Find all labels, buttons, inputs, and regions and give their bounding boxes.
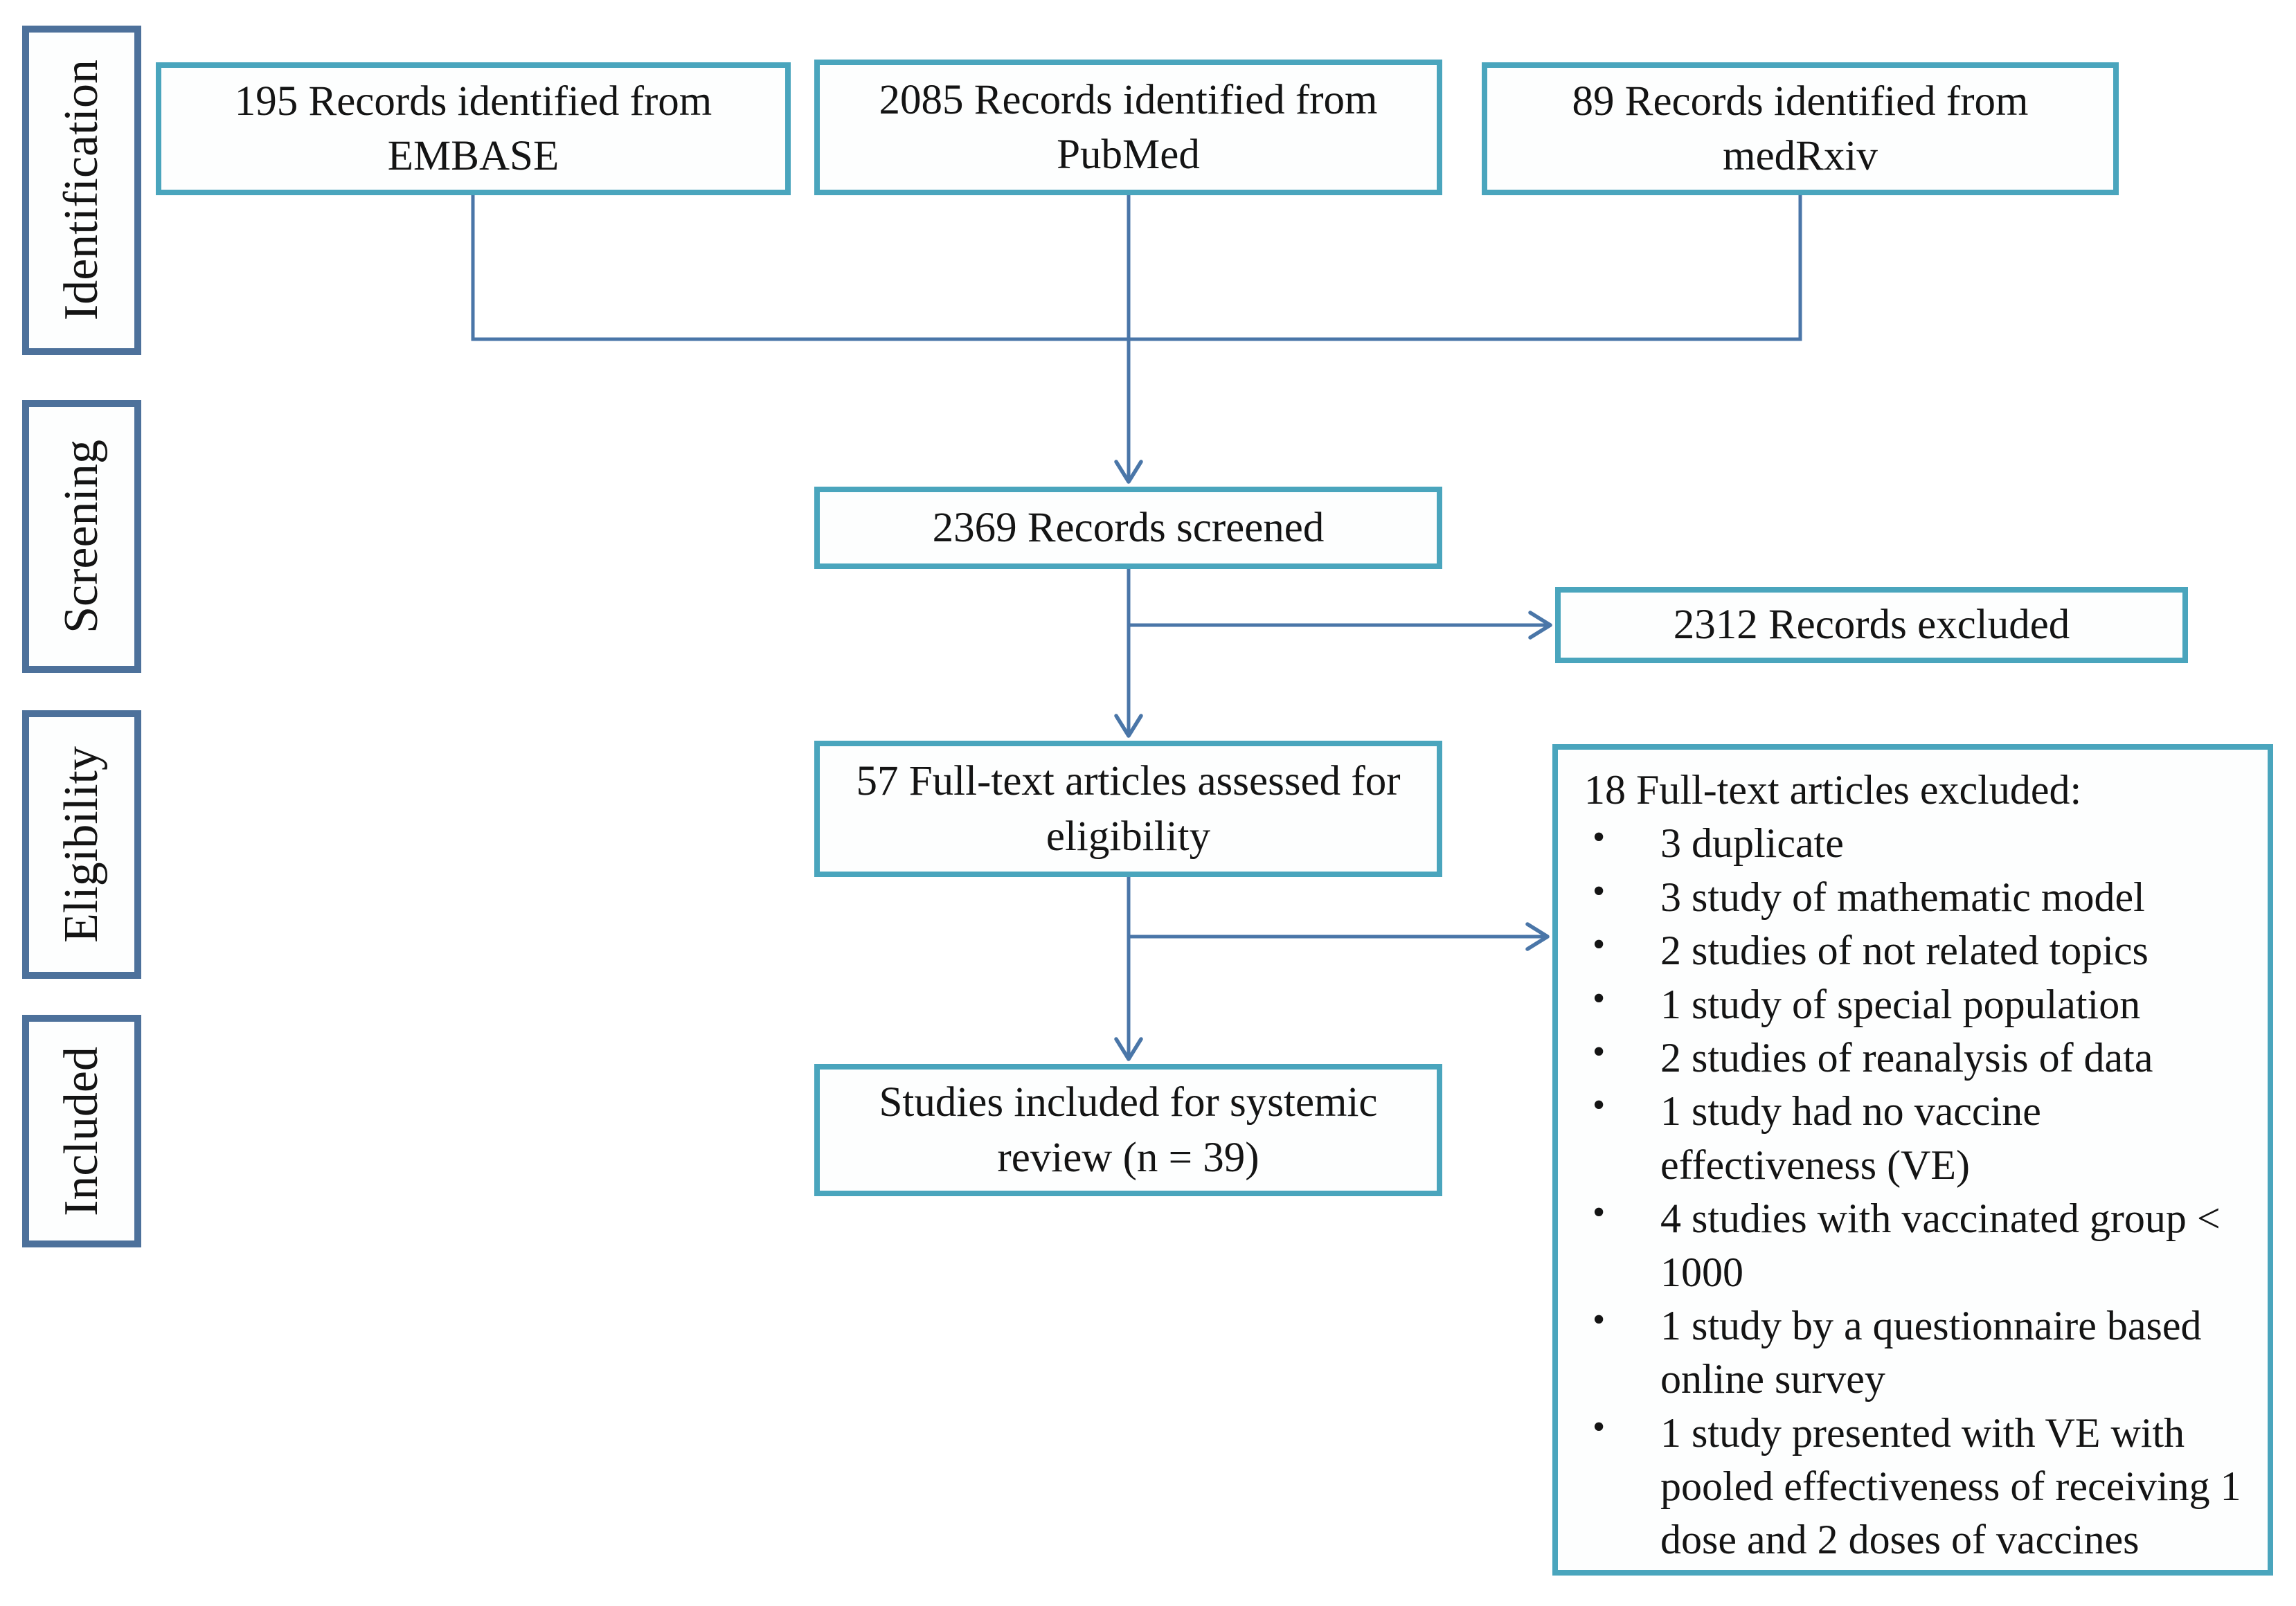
stage-label-identification-text: Identification [55,60,108,321]
exclusion-item-text: 2 studies of not related topics [1660,928,2149,974]
stage-label-eligibility [22,710,141,979]
exclusion-item [1558,817,2251,870]
stage-label-eligibility-text: Eligibility [55,746,108,943]
bullet-icon: • [1593,1193,1606,1233]
box-included-studies [814,1064,1442,1196]
fulltext-excluded-title: 18 Full-text articles excluded: [1584,767,2082,813]
box-fulltext-excluded [1552,744,2273,1576]
bullet-icon: • [1593,818,1606,858]
exclusion-item-text: 3 study of mathematic model [1660,874,2145,920]
exclusion-item [1558,1299,2251,1407]
box-records-screened-text: 2369 Records screened [932,504,1325,551]
box-records-pubmed-text: 2085 Records identified from PubMed [879,76,1378,178]
bullet-icon: • [1593,978,1606,1018]
exclusion-item [1558,1085,2251,1192]
box-records-embase [156,62,791,195]
stage-label-screening [22,400,141,673]
box-fulltext-assessed [814,741,1442,877]
exclusion-item [1558,978,2251,1031]
exclusion-item-text: 1 study by a questionnaire based online survey [1660,1302,2202,1402]
exclusion-item [1558,871,2251,924]
box-fulltext-assessed-text: 57 Full-text articles assessed for eligibility [856,758,1401,860]
bullet-icon: • [1593,925,1606,965]
fulltext-excluded-list [1558,817,2251,1567]
stage-label-included [22,1015,141,1247]
exclusion-item [1558,1031,2251,1085]
box-records-embase-text: 195 Records identified from EMBASE [234,78,712,179]
box-records-medrxiv [1482,62,2119,195]
bullet-icon: • [1593,1031,1606,1072]
box-records-excluded-text: 2312 Records excluded [1673,602,2070,649]
exclusion-item-text: 4 studies with vaccinated group < 1000 [1660,1196,2221,1295]
box-included-studies-text: Studies included for systemic review (n = 39) [879,1079,1378,1181]
exclusion-item-text: 1 study had no vaccine effectiveness (VE) [1660,1088,2041,1188]
stage-label-included-text: Included [55,1046,108,1216]
box-records-pubmed [814,60,1442,195]
box-records-screened [814,487,1442,569]
box-records-excluded [1555,587,2188,663]
exclusion-item [1558,1192,2251,1299]
bullet-icon: • [1593,871,1606,911]
exclusion-item-text: 2 studies of reanalysis of data [1660,1034,2153,1081]
stage-label-screening-text: Screening [55,440,108,633]
exclusion-item [1558,924,2251,977]
bullet-icon: • [1593,1407,1606,1447]
exclusion-item-text: 1 study presented with VE with pooled effectiveness of receiving 1 dose and 2 doses of vaccines [1660,1409,2241,1563]
bullet-icon: • [1593,1299,1606,1339]
exclusion-item-text: 3 duplicate [1660,820,1844,867]
exclusion-item [1558,1407,2251,1567]
exclusion-item-text: 1 study of special population [1660,981,2141,1027]
stage-label-identification [22,26,141,355]
box-records-medrxiv-text: 89 Records identified from medRxiv [1572,78,2029,179]
bullet-icon: • [1593,1085,1606,1126]
